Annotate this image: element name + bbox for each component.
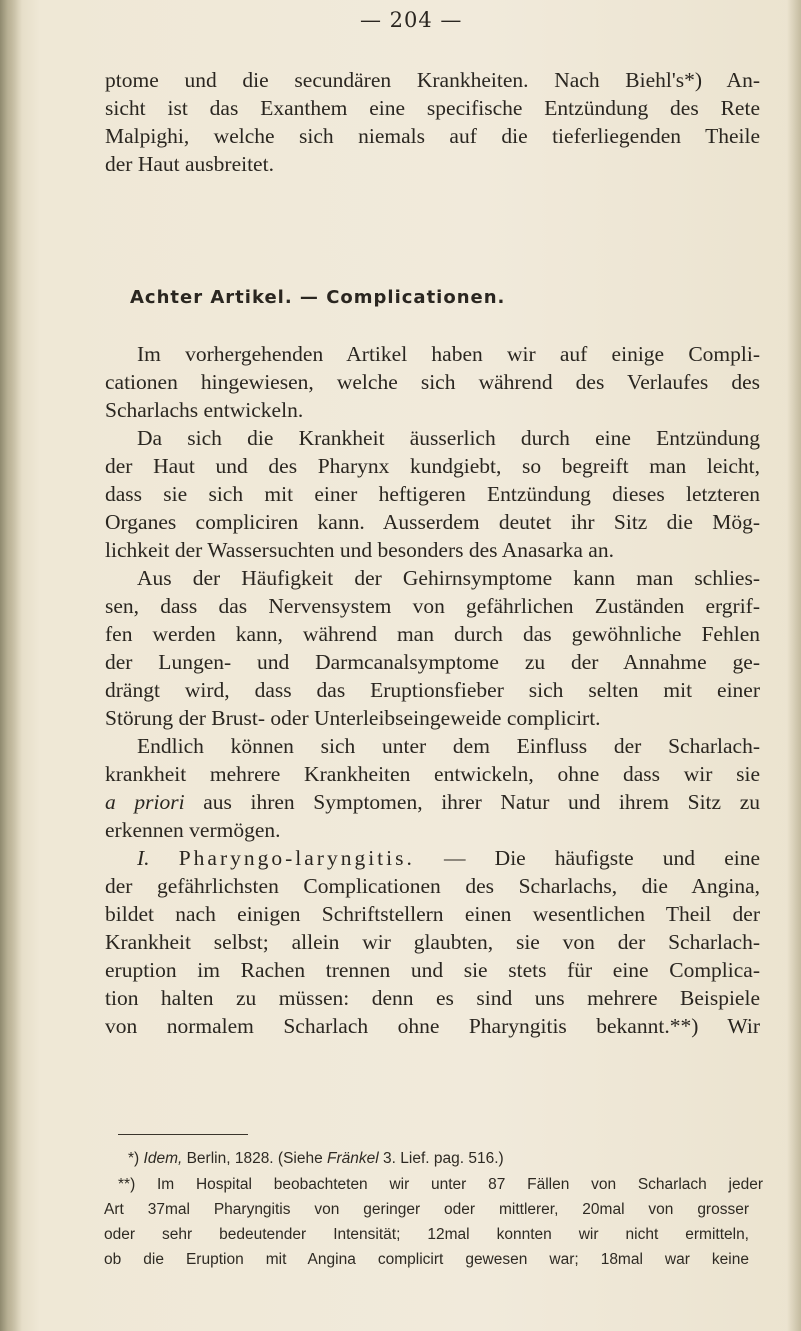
text-line: cationen hingewiesen, welche sich während des Verlaufes des: [105, 370, 760, 394]
text-line: Organes compliciren kann. Ausserdem deutet ihr Sitz die Mög-: [105, 510, 760, 534]
text-line: [137, 844, 760, 872]
page-edge-left: [0, 0, 22, 1331]
text-line: der Haut ausbreitet.: [105, 152, 274, 176]
footnote-italic: Fränkel: [327, 1150, 379, 1167]
text-line: der Lungen- und Darmcanalsymptome zu der Annahme ge-: [105, 650, 760, 674]
text-line: drängt wird, dass das Eruptionsfieber sich selten mit einer: [105, 678, 760, 702]
text-line: Krankheit selbst; allein wir glaubten, sie von der Scharlach-: [105, 930, 760, 954]
text-span: aus ihren Symptomen, ihrer Natur und ihrem Sitz zu: [184, 790, 760, 814]
footnote-2-line: **) Im Hospital beobachteten wir unter 87 Fällen von Scharlach jeder: [118, 1176, 763, 1193]
text-line: eruption im Rachen trennen und sie stets für eine Complica-: [105, 958, 760, 982]
footnote-2-line: ob die Eruption mit Angina complicirt gewesen war; 18mal war keine: [104, 1251, 749, 1268]
text-line: Störung der Brust- oder Unterleibseingeweide complicirt.: [105, 706, 601, 730]
text-line: bildet nach einigen Schriftstellern einen wesentlichen Theil der: [105, 902, 760, 926]
text-line: Scharlachs entwickeln.: [105, 398, 304, 422]
text-line: sen, dass das Nervensystem von gefährlichen Zuständen ergrif-: [105, 594, 760, 618]
spaced-term: Pharyngo-laryngitis.: [178, 846, 415, 870]
text-line: dass sie sich mit einer heftigeren Entzündung dieses letzteren: [105, 482, 760, 506]
footnote-mark: *): [128, 1150, 140, 1167]
footnote-1: [128, 1148, 504, 1170]
footnote-2-line: Art 37mal Pharyngitis von geringer oder mittlerer, 20mal von grosser: [104, 1201, 749, 1218]
footnote-text: Berlin, 1828. (Siehe: [182, 1150, 328, 1167]
section-title: Achter Artikel. — Complicationen.: [130, 287, 506, 308]
section-numeral: I.: [137, 846, 150, 870]
text-line: Aus der Häufigkeit der Gehirnsymptome kann man schlies-: [137, 566, 760, 590]
footnote-divider: [118, 1134, 248, 1135]
text-line: von normalem Scharlach ohne Pharyngitis bekannt.**) Wir: [105, 1014, 760, 1038]
text-line: [105, 788, 760, 816]
text-line: Im vorhergehenden Artikel haben wir auf einige Compli-: [137, 342, 760, 366]
text-line: der gefährlichsten Complicationen des Scharlachs, die Angina,: [105, 874, 760, 898]
text-line: fen werden kann, während man durch das gewöhnliche Fehlen: [105, 622, 760, 646]
text-line: tion halten zu müssen: denn es sind uns mehrere Beispiele: [105, 986, 760, 1010]
text-line: der Haut und des Pharynx kundgiebt, so begreift man leicht,: [105, 454, 760, 478]
text-line: Da sich die Krankheit äusserlich durch eine Entzündung: [137, 426, 760, 450]
text-line: erkennen vermögen.: [105, 818, 281, 842]
text-line: lichkeit der Wassersuchten und besonders des Anasarka an.: [105, 538, 614, 562]
text-span: — Die häufigste und eine: [414, 846, 761, 870]
text-line: ptome und die secundären Krankheiten. Nach Biehl's*) An-: [105, 68, 760, 92]
page-edge-right: [787, 0, 801, 1331]
page-number: — 204 —: [360, 8, 463, 32]
text-line: Endlich können sich unter dem Einfluss der Scharlach-: [137, 734, 760, 758]
text-line: sicht ist das Exanthem eine specifische Entzündung des Rete: [105, 96, 760, 120]
italic-phrase: a priori: [105, 790, 185, 814]
footnote-2-line: oder sehr bedeutender Intensität; 12mal konnten wir nicht ermitteln,: [104, 1226, 749, 1243]
footnote-italic: Idem,: [143, 1150, 183, 1167]
footnote-text: 3. Lief. pag. 516.): [378, 1150, 504, 1167]
text-line: Malpighi, welche sich niemals auf die tieferliegenden Theile: [105, 124, 760, 148]
text-line: krankheit mehrere Krankheiten entwickeln, ohne dass wir sie: [105, 762, 760, 786]
